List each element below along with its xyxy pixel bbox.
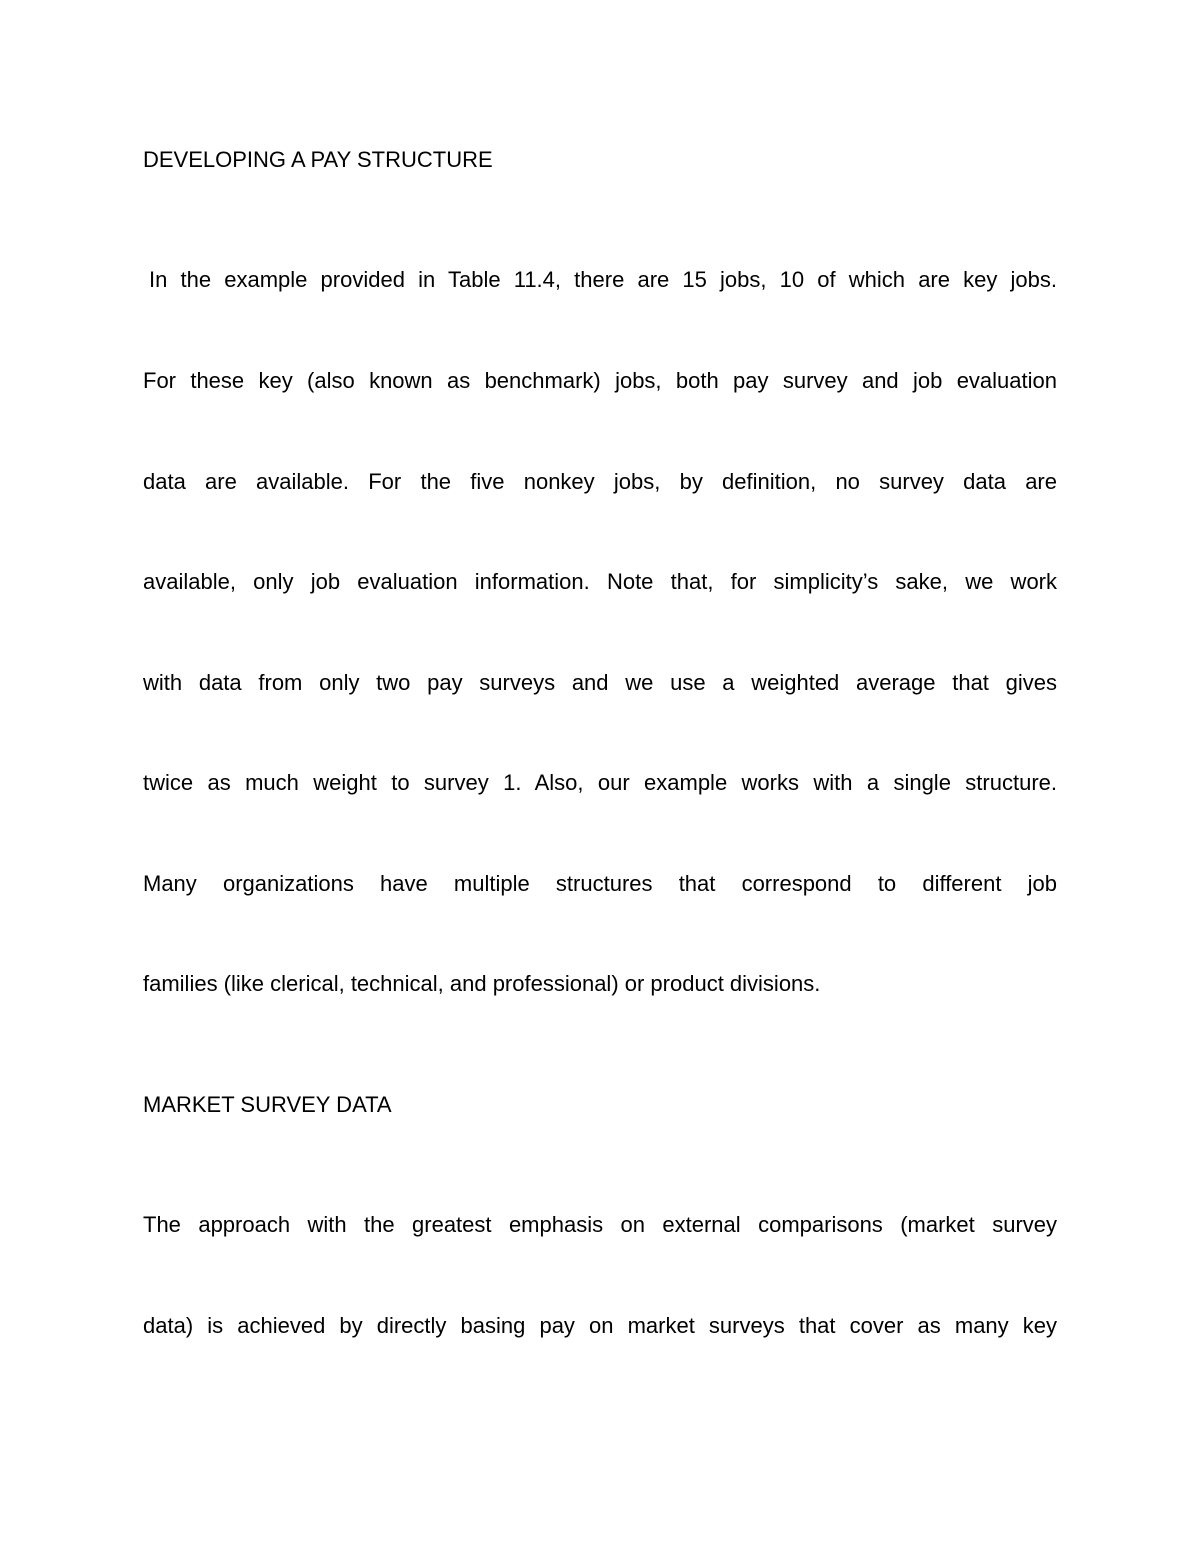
section-heading-market-survey: MARKET SURVEY DATA — [143, 1092, 392, 1117]
paragraph-line: twice as much weight to survey 1. Also, our example works with a single structure. — [143, 770, 1057, 795]
paragraph-line: data are available. For the five nonkey jobs, by definition, no survey data are — [143, 469, 1057, 494]
paragraph-line: In the example provided in Table 11.4, there are 15 jobs, 10 of which are key jobs. — [149, 267, 1057, 292]
paragraph-line: For these key (also known as benchmark) jobs, both pay survey and job evaluation — [143, 368, 1057, 393]
paragraph-line: data) is achieved by directly basing pay on market surveys that cover as many key — [143, 1313, 1057, 1338]
paragraph-line: with data from only two pay surveys and we use a weighted average that gives — [143, 670, 1057, 695]
paragraph-line: The approach with the greatest emphasis on external comparisons (market survey — [143, 1212, 1057, 1237]
paragraph-line: families (like clerical, technical, and professional) or product divisions. — [143, 971, 821, 996]
paragraph-line: Many organizations have multiple structures that correspond to different job — [143, 871, 1057, 896]
paragraph-line: available, only job evaluation information. Note that, for simplicity’s sake, we work — [143, 569, 1057, 594]
section-heading-pay-structure: DEVELOPING A PAY STRUCTURE — [143, 147, 493, 172]
